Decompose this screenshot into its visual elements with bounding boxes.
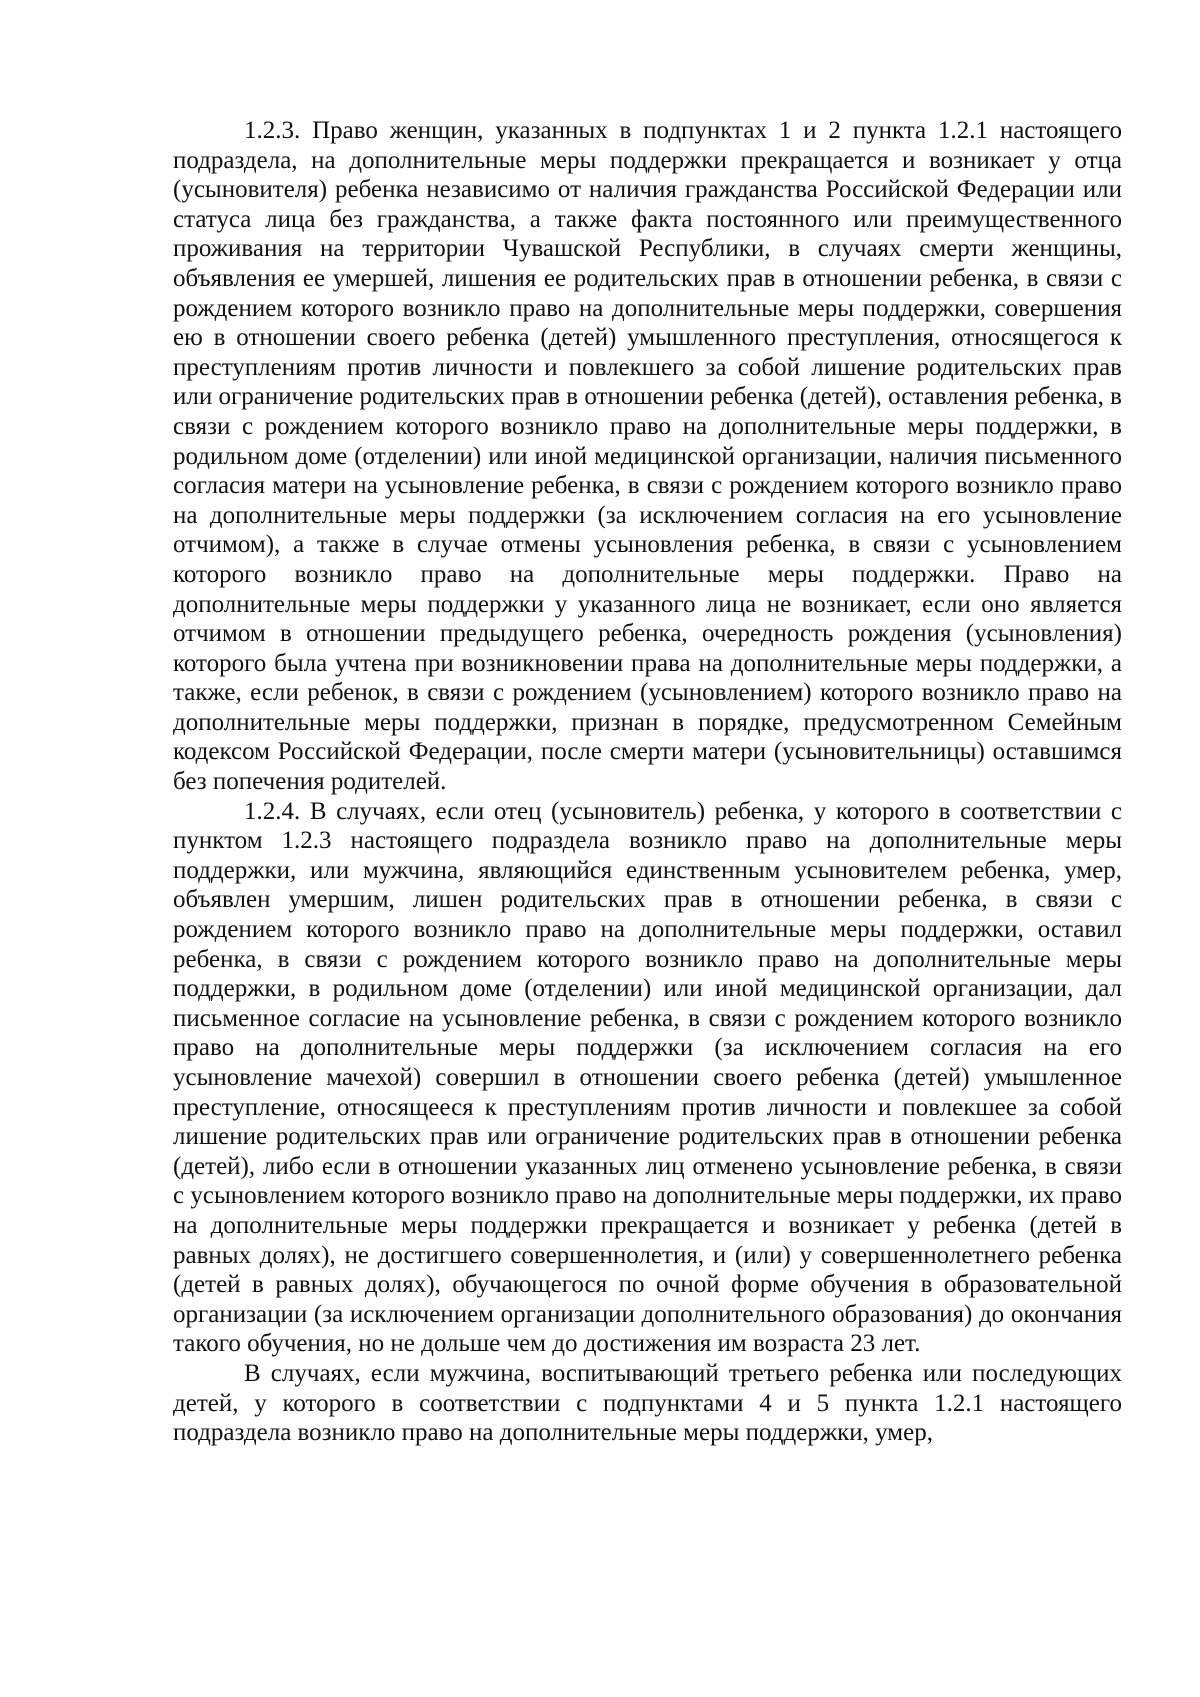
document-page: [173, 116, 1122, 1448]
paragraph-1-2-4: 1.2.4. В случаях, если отец (усыновитель) ребенка, у которого в соответствии с пунктом 1.2.3 настоящего подраздела возникло право на дополнительные меры поддержки, или мужчина, являющийся единственным усыновителем ребенка, умер, объявлен умершим, лишен родительских прав в отношении ребенка, в связи с рождением которого возникло право на дополнительные меры поддержки, оставил ребенка, в связи с рождением которого возникло право на дополнительные меры поддержки, в родильном доме (отделении) или иной медицинской организации, дал письменное согласие на усыновление ребенка, в связи с рождением которого возникло право на дополнительные меры поддержки (за исключением согласия на его усыновление мачехой) совершил в отношении своего ребенка (детей) умышленное преступление, относящееся к преступлениям против личности и повлекшее за собой лишение родительских прав или ограничение родительских прав в отношении ребенка (детей), либо если в отношении указанных лиц отменено усыновление ребенка, в связи с усыновлением которого возникло право на дополнительные меры поддержки, их право на дополнительные меры поддержки прекращается и возникает у ребенка (детей в равных долях), не достигшего совершеннолетия, и (или) у совершеннолетнего ребенка (детей в равных долях), обучающегося по очной форме обучения в образовательной организации (за исключением организации дополнительного образования) до окончания такого обучения, но не дольше чем до достижения им возраста 23 лет.: [173, 797, 1122, 1358]
paragraph-continuation: В случаях, если мужчина, воспитывающий третьего ребенка или последующих детей, у которого в соответствии с подпунктами 4 и 5 пункта 1.2.1 настоящего подраздела возникло право на дополнительные меры поддержки, умер,: [173, 1359, 1122, 1447]
paragraph-1-2-3: 1.2.3. Право женщин, указанных в подпунктах 1 и 2 пункта 1.2.1 настоящего подраздела, на дополнительные меры поддержки прекращается и возникает у отца (усыновителя) ребенка независимо от наличия гражданства Российской Федерации или статуса лица без гражданства, а также факта постоянного или преимущественного проживания на территории Чувашской Республики, в случаях смерти женщины, объявления ее умершей, лишения ее родительских прав в отношении ребенка, в связи с рождением которого возникло право на дополнительные меры поддержки, совершения ею в отношении своего ребенка (детей) умышленного преступления, относящегося к преступлениям против личности и повлекшего за собой лишение родительских прав или ограничение родительских прав в отношении ребенка (детей), оставления ребенка, в связи с рождением которого возникло право на дополнительные меры поддержки, в родильном доме (отделении) или иной медицинской организации, наличия письменного согласия матери на усыновление ребенка, в связи с рождением которого возникло право на дополнительные меры поддержки (за исключением согласия на его усыновление отчимом), а также в случае отмены усыновления ребенка, в связи с усыновлением которого возникло право на дополнительные меры поддержки. Право на дополнительные меры поддержки у указанного лица не возникает, если оно является отчимом в отношении предыдущего ребенка, очередность рождения (усыновления) которого была учтена при возникновении права на дополнительные меры поддержки, а также, если ребенок, в связи с рождением (усыновлением) которого возникло право на дополнительные меры поддержки, признан в порядке, предусмотренном Семейным кодексом Российской Федерации, после смерти матери (усыновительницы) оставшимся без попечения родителей.: [173, 117, 1122, 796]
